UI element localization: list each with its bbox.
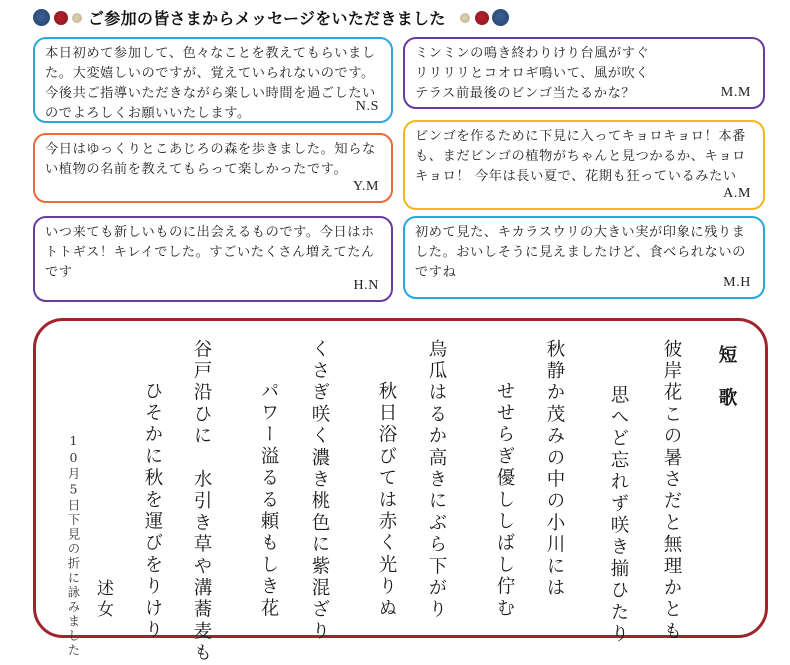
message-card-hn xyxy=(33,216,393,302)
message-text: 今日はゆっくりとこあじろの森を歩きました。知らない植物の名前を教えてもらって楽しかったです。 xyxy=(45,142,376,177)
message-card-mm xyxy=(403,37,765,109)
message-signature: M.H xyxy=(723,275,751,290)
message-card-mh xyxy=(403,216,765,299)
decor-dot-red-icon xyxy=(54,11,68,25)
page-title: ご参加の皆さまからメッセージをいただきました xyxy=(88,9,446,28)
message-signature: N.S xyxy=(355,99,379,114)
message-signature: A.M xyxy=(723,186,751,201)
message-line: ミンミンの鳴き終わりけり台風がすぐ xyxy=(415,46,650,61)
message-text: いつ来ても新しいものに出会えるものです。今日はホトトギス！キレイでした。すごいたくさん増えてたんです xyxy=(45,225,375,280)
tanka-panel xyxy=(33,318,768,665)
message-signature: H.N xyxy=(353,278,379,293)
tanka-poem-2-upper: 秋静か茂みの中の小川には xyxy=(544,339,565,600)
tanka-poem-3-upper: 烏瓜はるか高きにぶら下がり xyxy=(426,339,447,622)
tanka-poem-5-lower: ひそかに秋を運びをりけり xyxy=(142,381,163,642)
message-card-ym xyxy=(33,133,393,203)
tanka-note: 10月5日下見の折に詠みました xyxy=(66,433,81,658)
message-card-ns xyxy=(33,37,393,123)
tanka-poem-4-lower: パワー溢るる頼もしき花 xyxy=(258,381,279,620)
message-card-am xyxy=(403,120,765,210)
message-text: ビンゴを作るために下見に入ってキョロキョロ！本番も、まだビンゴの植物がちゃんと見つかるか、キョロキョロ！ 今年は長い夏で、花期も狂っているみたい xyxy=(415,129,746,184)
message-signature: M.M xyxy=(720,85,751,100)
tanka-poem-5-upper: 谷戸沿ひに 水引き草や溝蕎麦も xyxy=(191,339,212,665)
tanka-title: 短歌 xyxy=(716,345,737,430)
tanka-poem-4-upper: くさぎ咲く濃き桃色に紫混ざり xyxy=(309,339,330,643)
decor-dot-red-icon xyxy=(475,11,489,25)
tanka-poem-1-lower: 思へど忘れず咲き揃ひたり xyxy=(608,385,629,646)
message-text: 本日初めて参加して、色々なことを教えてもらいました。大変嬉しいのですが、覚えていられないのです。今後共ご指導いただきながら楽しい時間を過ごしたいのでよろしくお願いいたします。 xyxy=(45,46,376,121)
tanka-author: 述女 xyxy=(93,579,113,621)
tanka-poem-2-lower: せせらぎ優ししばし佇む xyxy=(494,381,515,620)
tanka-poem-1-upper: 彼岸花この暑さだと無理かとも xyxy=(661,339,682,643)
message-line: テラス前最後のビンゴ当たるかな？ xyxy=(415,86,636,101)
decor-dot-blue-icon xyxy=(492,9,509,26)
message-text: 初めて見た、キカラスウリの大きい実が印象に残りました。おいしそうに見えましたけど、食べられないのですね xyxy=(415,225,746,280)
page-header xyxy=(0,0,790,34)
message-signature: Y.M xyxy=(352,179,379,194)
decor-dot-tan-icon xyxy=(72,13,82,23)
tanka-poem-3-lower: 秋日浴びては赤く光りぬ xyxy=(376,381,397,620)
decor-dot-blue-icon xyxy=(33,9,50,26)
message-line: リリリリとコオロギ鳴いて、風が吹く xyxy=(415,66,650,81)
decor-dot-tan-icon xyxy=(460,13,470,23)
